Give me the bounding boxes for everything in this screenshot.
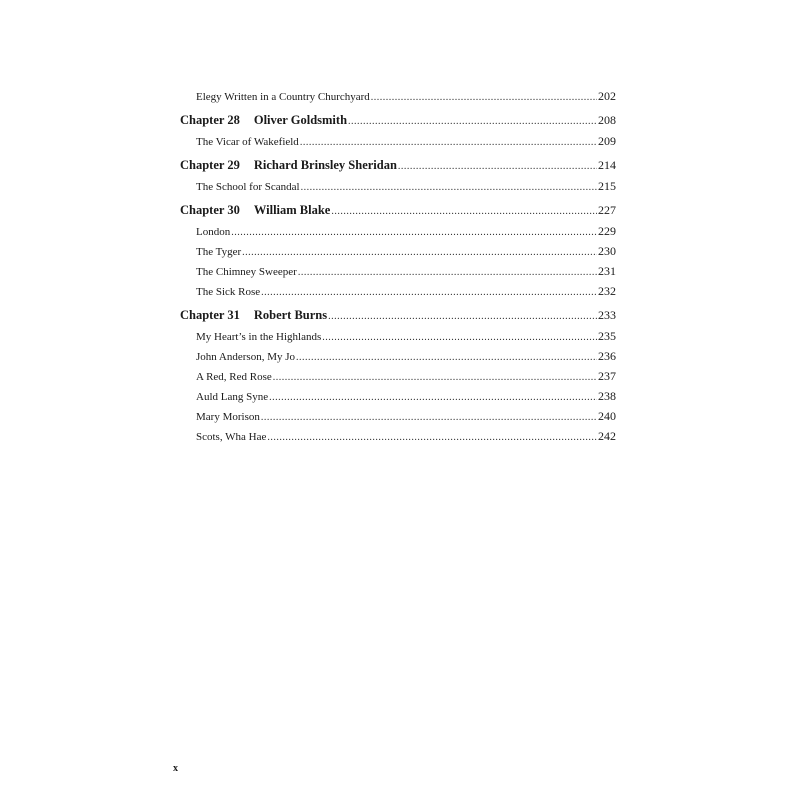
toc-entry-row [180,426,616,446]
dot-leader [371,88,597,108]
page-number: 229 [598,224,616,238]
dot-leader [322,328,597,348]
toc-chapter-row [180,110,616,131]
entry-title: The Tyger [196,246,242,258]
toc-entry-row [180,346,616,366]
entry-title: Mary Morison [196,411,260,423]
entry-title: My Heart’s in the Highlands [196,331,322,343]
toc-entry-row [180,281,616,301]
toc-entry-row [180,176,616,196]
chapter-number: Chapter 30 [180,203,240,217]
dot-leader [296,348,597,368]
page-number: 238 [598,389,616,403]
page-number: 232 [598,284,616,298]
chapter-number: Chapter 28 [180,113,240,127]
toc-entry-row [180,326,616,346]
toc-entry-row [180,386,616,406]
dot-leader [231,223,597,243]
entry-title: The Sick Rose [196,286,261,298]
dot-leader [301,178,597,198]
toc-entry-row [180,86,616,106]
toc-entry-row [180,366,616,386]
dot-leader [269,388,597,408]
toc-chapter-row [180,305,616,326]
page-number: 240 [598,409,616,423]
toc-chapter-row [180,200,616,221]
page-number: 237 [598,369,616,383]
entry-title: Scots, Wha Hae [196,431,267,443]
dot-leader [242,243,597,263]
dot-leader [261,283,597,303]
entry-title: A Red, Red Rose [196,371,272,383]
chapter-number: Chapter 29 [180,158,240,172]
toc-entry-row [180,131,616,151]
toc-chapter-row [180,155,616,176]
dot-leader [398,157,597,177]
entry-title: Auld Lang Syne [196,391,269,403]
page-number: 242 [598,429,616,443]
page-number: 209 [598,134,616,148]
dot-leader [328,307,597,327]
chapter-author-name: Richard Brinsley Sheridan [253,158,397,172]
chapter-author-name: Oliver Goldsmith [253,113,348,127]
page-number: 208 [598,113,616,127]
page-number: 202 [598,89,616,103]
toc-entry-row [180,261,616,281]
toc-entry-row [180,241,616,261]
entry-title: The Chimney Sweeper [196,266,297,278]
page-number: 233 [598,308,616,322]
dot-leader [300,133,597,153]
chapter-author-name: Robert Burns [253,308,328,322]
toc-entry-row [180,406,616,426]
page-number: 215 [598,179,616,193]
page-number: 231 [598,264,616,278]
chapter-author-name: William Blake [253,203,331,217]
page-number: 214 [598,158,616,172]
toc-entry-row [180,221,616,241]
page-number: 230 [598,244,616,258]
entry-title: The Vicar of Wakefield [196,136,299,148]
entry-title: John Anderson, My Jo [196,351,296,363]
page-number: 235 [598,329,616,343]
table-of-contents [180,86,616,446]
entry-title: The School for Scandal [196,181,300,193]
dot-leader [348,112,597,132]
chapter-number: Chapter 31 [180,308,240,322]
entry-title: Elegy Written in a Country Churchyard [196,91,370,103]
dot-leader [273,368,597,388]
dot-leader [298,263,597,283]
page-number: 236 [598,349,616,363]
page-folio: x [173,763,178,774]
entry-title: London [196,226,231,238]
dot-leader [267,428,597,448]
page-number: 227 [598,203,616,217]
dot-leader [261,408,597,428]
dot-leader [331,202,597,222]
